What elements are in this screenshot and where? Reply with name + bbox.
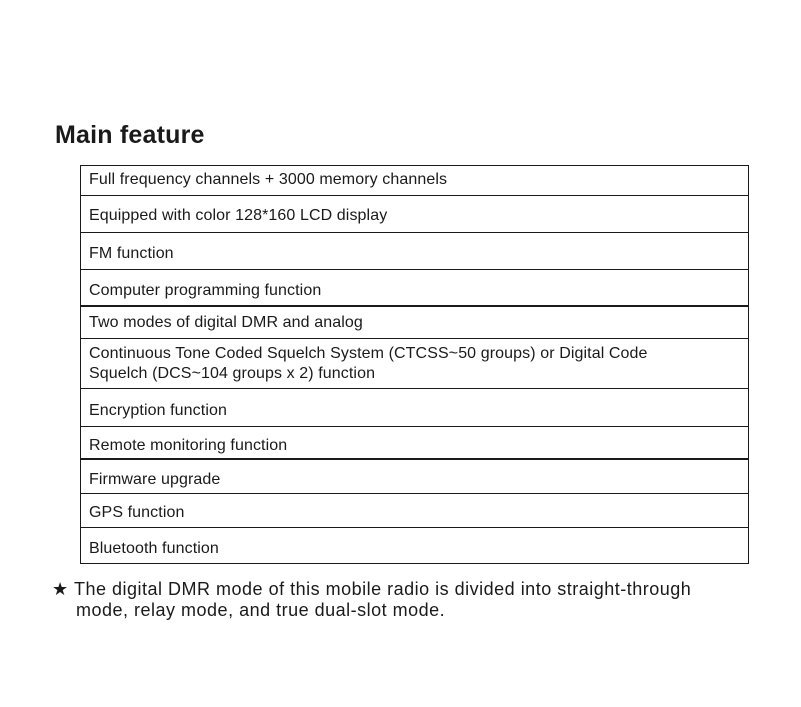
footnote-line: The digital DMR mode of this mobile radio is divided into straight-through: [74, 579, 692, 599]
footnote: [52, 579, 752, 621]
feature-row-line: Continuous Tone Coded Squelch System (CTCSS~50 groups) or Digital Code: [89, 345, 648, 362]
feature-row: Bluetooth function: [89, 540, 219, 557]
feature-row-multiline: [81, 339, 748, 389]
star-icon: ★: [52, 579, 69, 599]
feature-row: Equipped with color 128*160 LCD display: [81, 196, 748, 233]
feature-row: Two modes of digital DMR and analog: [81, 307, 748, 339]
feature-row: Encryption function: [81, 389, 748, 427]
feature-row: Remote monitoring function: [81, 427, 748, 460]
feature-row: Firmware upgrade: [81, 460, 748, 494]
footnote-line: mode, relay mode, and true dual-slot mode.: [76, 600, 446, 620]
feature-row: GPS function: [81, 494, 748, 528]
feature-table: [80, 165, 749, 564]
feature-row: Full frequency channels + 3000 memory channels: [81, 166, 748, 196]
feature-row: Computer programming function: [81, 270, 748, 307]
page-title: Main feature: [55, 121, 205, 149]
feature-row-line: Squelch (DCS~104 groups x 2) function: [89, 365, 376, 382]
feature-row: FM function: [81, 233, 748, 270]
